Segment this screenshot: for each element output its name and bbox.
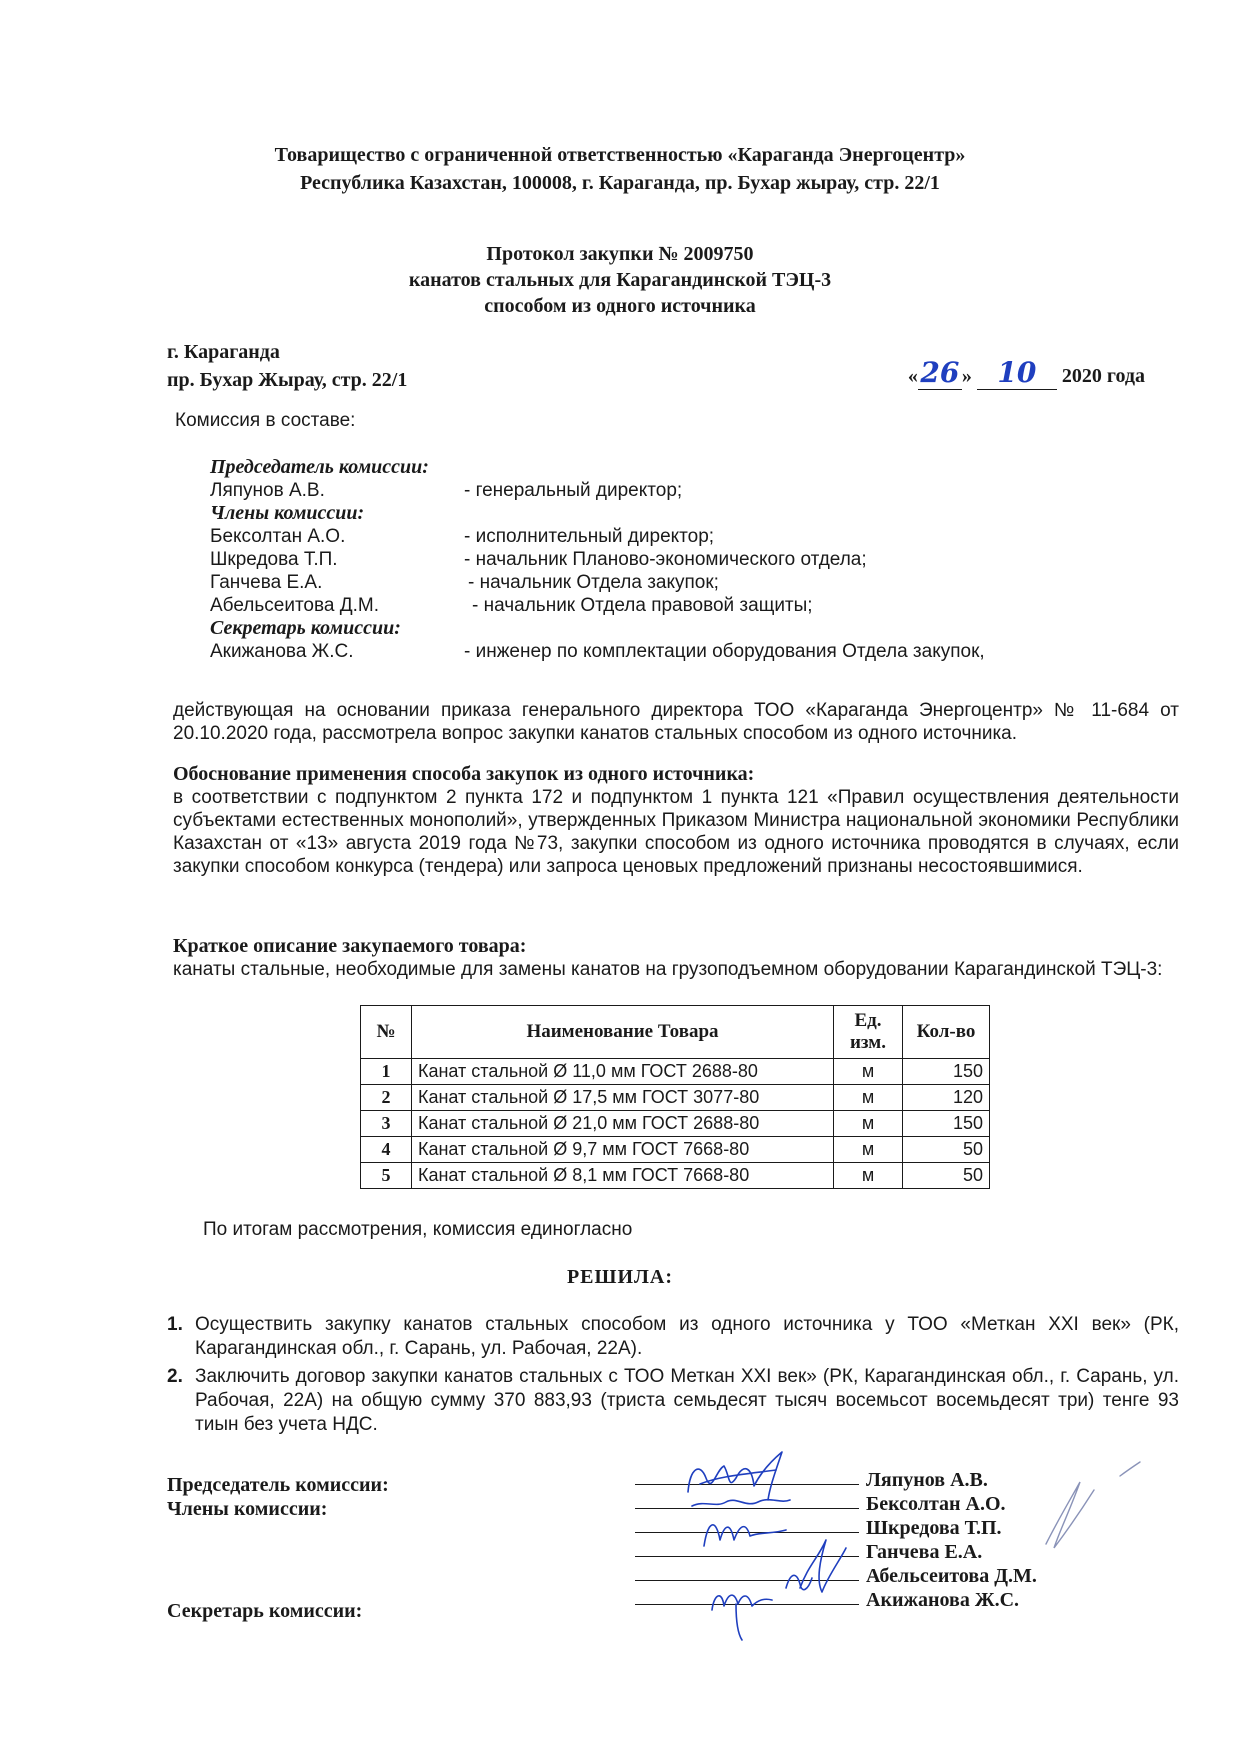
cell-name: Канат стальной Ø 17,5 мм ГОСТ 3077-80 (412, 1085, 834, 1111)
decision-text: Заключить договор закупки канатов стальных с ТОО Меткан XXI век» (РК, Карагандинская обл., г. Сарань, ул. Рабочая, 22А) на общую сумму 370 883,93 (триста семьдесят тысяч восемьсот восемьдесят три) тенге 93 тиын без учета НДС. (195, 1366, 1179, 1435)
date-open-quote: « (907, 365, 918, 387)
cell-num: 4 (361, 1137, 412, 1163)
table-header-row (361, 1006, 990, 1059)
goods-table (360, 1005, 990, 1189)
decision-number: 1. (167, 1314, 183, 1335)
description-section (173, 935, 1179, 981)
result-intro: По итогам рассмотрения, комиссия единогласно (203, 1219, 633, 1240)
member-name: Шкредова Т.П. (210, 549, 338, 570)
protocol-title (0, 241, 1240, 319)
signature-line (635, 1604, 859, 1605)
signature-member-3-scribble (800, 1540, 846, 1592)
signature-member-2-scribble (704, 1525, 786, 1546)
cell-qty: 150 (903, 1111, 990, 1137)
member-row (210, 548, 867, 571)
member-row (210, 594, 813, 617)
signer-name: Шкредова Т.П. (866, 1517, 1002, 1539)
justification-text: в соответствии с подпунктом 2 пункта 172 и подпунктом 1 пункта 121 «Правил осуществления деятельности субъектами естественных монополий», утвержденных Приказом Министра национальной экономики Республики Казахстан от «13» августа 2019 года №73, закупки способом из одного источника проводятся в случаях, если закупки способом конкурса (тендера) или запроса ценовых предложений признаны несостоявшимися. (173, 787, 1179, 877)
cell-qty: 50 (903, 1137, 990, 1163)
signer-name: Ганчева Е.А. (866, 1541, 983, 1563)
date-close-quote: » (961, 365, 972, 387)
member-row (210, 479, 683, 502)
decision-item (167, 1313, 1179, 1361)
place-street: пр. Бухар Жырау, стр. 22/1 (167, 369, 408, 391)
table-row (361, 1085, 990, 1111)
signature-chair-label: Председатель комиссии: (167, 1474, 389, 1496)
protocol-number: Протокол закупки № 2009750 (486, 243, 754, 265)
cell-unit: м (834, 1059, 903, 1085)
commission-members (210, 456, 985, 663)
cell-num: 1 (361, 1059, 412, 1085)
faint-signature-scribble (1046, 1462, 1140, 1548)
cell-name: Канат стальной Ø 8,1 мм ГОСТ 7668-80 (412, 1163, 834, 1189)
signature-chair-scribble (688, 1452, 782, 1500)
organization-address: Республика Казахстан, 100008, г. Караганда, пр. Бухар жырау, стр. 22/1 (300, 172, 940, 194)
member-position: - начальник Отдела правовой защиты; (472, 595, 813, 616)
cell-unit: м (834, 1111, 903, 1137)
place-block (167, 338, 407, 394)
signature-chair-stroke (700, 1470, 776, 1484)
member-position: - начальник Планово-экономического отдела; (464, 549, 867, 570)
member-row (210, 571, 719, 594)
member-position: - исполнительный директор; (464, 526, 715, 547)
signer-names (866, 1468, 1037, 1612)
member-position: - инженер по комплектации оборудования Отдела закупок, (464, 641, 985, 662)
decision-number: 2. (167, 1366, 183, 1387)
cell-name: Канат стальной Ø 11,0 мм ГОСТ 2688-80 (412, 1059, 834, 1085)
table-row (361, 1137, 990, 1163)
signature-line (635, 1532, 859, 1533)
header-unit: Ед. изм. (834, 1006, 903, 1059)
signer-name: Абельсеитова Д.М. (866, 1565, 1037, 1587)
protocol-method: способом из одного источника (484, 295, 756, 317)
signer-name: Акижанова Ж.С. (866, 1589, 1020, 1611)
header-qty: Кол-во (903, 1006, 990, 1059)
cell-name: Канат стальной Ø 9,7 мм ГОСТ 7668-80 (412, 1137, 834, 1163)
cell-qty: 50 (903, 1163, 990, 1189)
cell-name: Канат стальной Ø 21,0 мм ГОСТ 2688-80 (412, 1111, 834, 1137)
signature-secretary-scribble (712, 1595, 772, 1640)
signature-member-4-scribble (786, 1575, 812, 1589)
commission-heading: Комиссия в составе: (175, 410, 356, 431)
members-label: Члены комиссии: (210, 502, 365, 524)
chair-label: Председатель комиссии: (210, 456, 429, 478)
member-name: Абельсеитова Д.М. (210, 595, 379, 616)
member-position: - начальник Отдела закупок; (468, 572, 719, 593)
signature-members-label: Члены комиссии: (167, 1498, 328, 1520)
justification-heading: Обоснование применения способа закупок из одного источника: (173, 763, 755, 785)
member-row (210, 640, 985, 663)
place-city: г. Караганда (167, 341, 280, 363)
decision-item (167, 1365, 1179, 1437)
protocol-date (908, 356, 1145, 390)
cell-qty: 150 (903, 1059, 990, 1085)
cell-unit: м (834, 1085, 903, 1111)
signer-name: Ляпунов А.В. (866, 1469, 988, 1491)
decided-heading: РЕШИЛА: (566, 1266, 674, 1288)
signature-line (635, 1508, 859, 1509)
organization-name: Товарищество с ограниченной ответственностью «Караганда Энергоцентр» (274, 144, 966, 166)
organization-header (0, 141, 1240, 197)
cell-unit: м (834, 1163, 903, 1189)
description-heading: Краткое описание закупаемого товара: (173, 935, 527, 957)
member-name: Ганчева Е.А. (210, 572, 323, 593)
date-month: 10 (977, 356, 1057, 390)
member-row (210, 525, 715, 548)
cell-unit: м (834, 1137, 903, 1163)
table-row (361, 1111, 990, 1137)
table-row (361, 1163, 990, 1189)
signature-line (635, 1484, 859, 1485)
cell-num: 2 (361, 1085, 412, 1111)
decision-text: Осуществить закупку канатов стальных способом из одного источника у ТОО «Меткан XXI век» (РК, Карагандинская обл., г. Сарань, ул. Рабочая, 22А). (195, 1314, 1179, 1359)
date-year: 2020 года (1061, 365, 1145, 387)
cell-qty: 120 (903, 1085, 990, 1111)
justification-section (173, 763, 1179, 878)
signer-name: Бексолтан А.О. (866, 1493, 1006, 1515)
member-position: - генеральный директор; (464, 480, 683, 501)
cell-num: 3 (361, 1111, 412, 1137)
decisions-list (167, 1313, 1179, 1441)
cell-num: 5 (361, 1163, 412, 1189)
header-name: Наименование Товара (412, 1006, 834, 1059)
protocol-subject: канатов стальных для Карагандинской ТЭЦ-3 (408, 269, 832, 291)
header-num: № (361, 1006, 412, 1059)
signature-member-1-scribble (692, 1500, 790, 1506)
date-day: 26 (918, 356, 962, 390)
basis-paragraph: действующая на основании приказа генерального директора ТОО «Караганда Энергоцентр» № 11-684 от 20.10.2020 года, рассмотрела вопрос закупки канатов стальных способом из одного источника. (173, 700, 1179, 744)
table-row (361, 1059, 990, 1085)
member-name: Бексолтан А.О. (210, 526, 346, 547)
signature-line (635, 1580, 859, 1581)
member-name: Акижанова Ж.С. (210, 641, 354, 662)
description-text: канаты стальные, необходимые для замены канатов на грузоподъемном оборудовании Карагандинской ТЭЦ-3: (173, 959, 1163, 980)
signature-secretary-label: Секретарь комиссии: (167, 1600, 363, 1622)
member-name: Ляпунов А.В. (210, 480, 325, 501)
secretary-label: Секретарь комиссии: (210, 617, 401, 639)
signature-line (635, 1556, 859, 1557)
